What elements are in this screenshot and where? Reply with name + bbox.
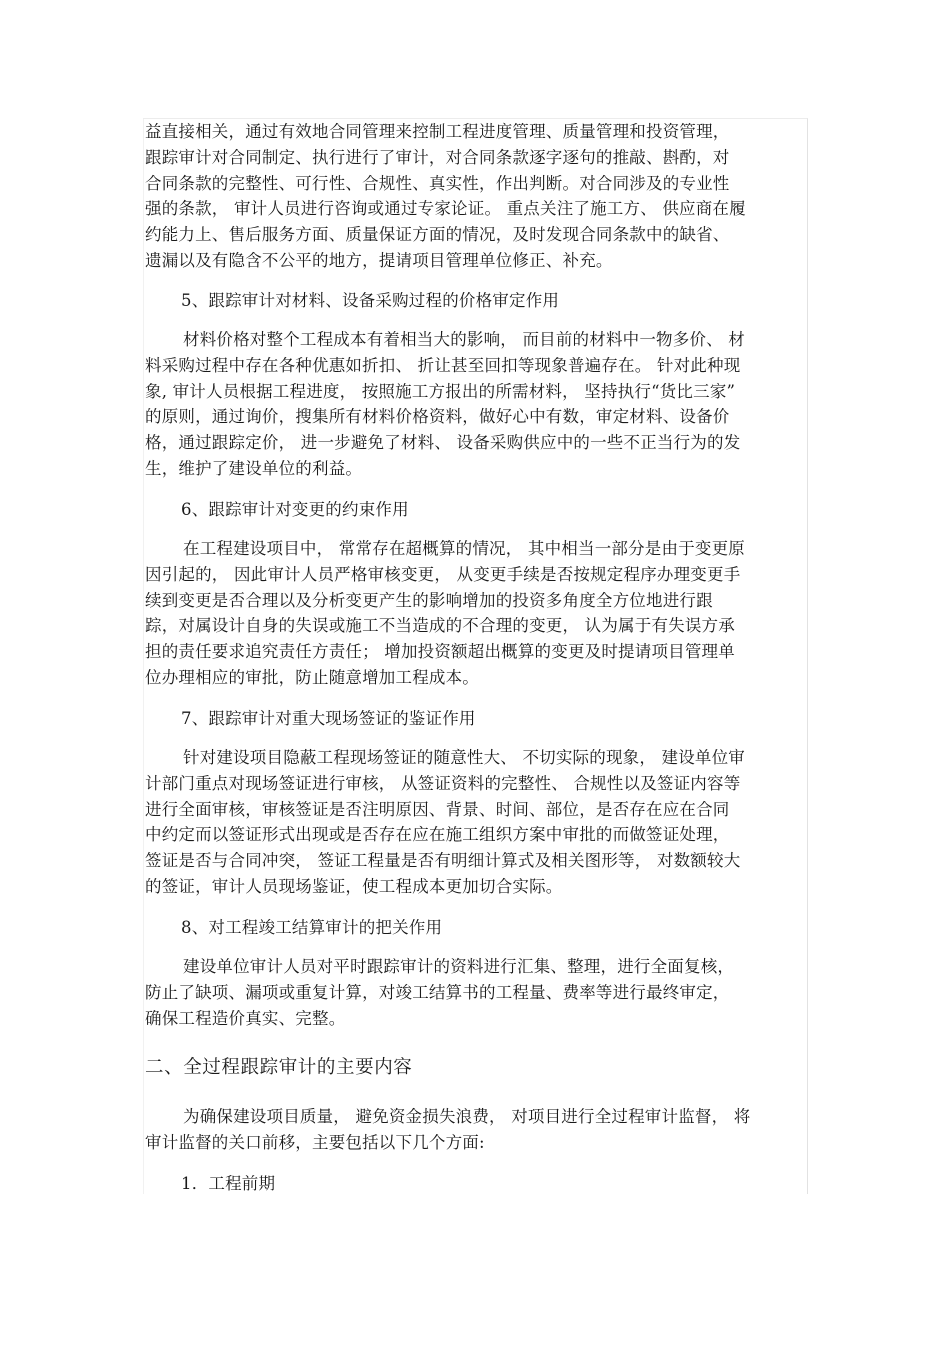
text-line: 签证是否与合同冲突， 签证工程量是否有明细计算式及相关图形等， 对数额较大 [145,851,741,871]
text-line: 的签证，审计人员现场鉴证，使工程成本更加切合实际。 [145,876,563,896]
text-line: 针对建设项目隐蔽工程现场签证的随意性大、 不切实际的现象， 建设单位审 [183,748,745,767]
text-line: 跟踪审计对合同制定、执行进行了审计，对合同条款逐字逐句的推敲、斟酌，对 [145,147,730,167]
text-line: 踪，对属设计自身的失误或施工不当造成的不合理的变更， 认为属于有失误方承 [145,616,735,636]
paragraph-main-content-intro [145,1104,805,1156]
text-line: 象, 审计人员根据工程进度， 按照施工方报出的所需材料， 坚持执行“货比三家” [145,381,736,401]
text-line: 进行全面审核，审核签证是否注明原因、背景、时间、部位，是否存在应在合同 [145,799,730,819]
text-line: 确保工程造价真实、完整。 [145,1008,346,1028]
heading-1-project-early-stage: 1．工程前期 [181,1174,276,1193]
document-page [143,118,808,1194]
text-line: 计部门重点对现场签证进行审核， 从签证资料的完整性、 合规性以及签证内容等 [145,773,741,793]
text-line: 遗漏以及有隐含不公平的地方，提请项目管理单位修正、补充。 [145,250,613,270]
text-line: 约能力上、售后服务方面、质量保证方面的情况，及时发现合同条款中的缺省、 [145,225,730,245]
section-heading-main-content: 二、全过程跟踪审计的主要内容 [145,1057,413,1078]
text-line: 益直接相关，通过有效地合同管理来控制工程进度管理、质量管理和投资管理， [145,122,730,141]
paragraph-change-constraint [145,536,805,691]
paragraph-material-price [145,327,805,482]
text-line: 续到变更是否合理以及分析变更产生的影响增加的投资多角度全方位地进行跟 [145,590,713,610]
text-line: 料采购过程中存在各种优惠如折扣、 折让甚至回扣等现象普遍存在。 针对此种现 [145,355,741,375]
text-line: 在工程建设项目中， 常常存在超概算的情况， 其中相当一部分是由于变更原 [183,539,745,558]
text-line: 强的条款， 审计人员进行咨询或通过专家论证。 重点关注了施工方、 供应商在履 [145,199,746,219]
text-line: 担的责任要求追究责任方责任； 增加投资额超出概算的变更及时提请项目管理单 [145,642,735,662]
text-line: 的原则，通过询价，搜集所有材料价格资料，做好心中有数，审定材料、设备价 [145,407,730,427]
heading-5-material-price: 5、跟踪审计对材料、设备采购过程的价格审定作用 [181,291,560,310]
heading-7-site-visa: 7、跟踪审计对重大现场签证的鉴证作用 [181,709,476,728]
heading-8-settlement-audit: 8、对工程竣工结算审计的把关作用 [181,918,443,937]
text-line: 防止了缺项、漏项或重复计算，对竣工结算书的工程量、费率等进行最终审定， [145,982,730,1002]
paragraph-site-visa [145,745,805,900]
text-line: 建设单位审计人员对平时跟踪审计的资料进行汇集、整理，进行全面复核， [183,957,735,976]
heading-6-change-constraint: 6、跟踪审计对变更的约束作用 [181,500,409,519]
text-line: 因引起的， 因此审计人员严格审核变更， 从变更手续是否按规定程序办理变更手 [145,564,741,584]
text-line: 位办理相应的审批，防止随意增加工程成本。 [145,667,479,687]
text-line: 格，通过跟踪定价， 进一步避免了材料、 设备采购供应中的一些不正当行为的发 [145,433,741,453]
text-line: 中约定而以签证形式出现或是否存在应在施工组织方案中审批的而做签证处理， [145,825,730,845]
text-line: 审计监督的关口前移，主要包括以下几个方面: [145,1132,485,1152]
text-line: 合同条款的完整性、可行性、合规性、真实性，作出判断。对合同涉及的专业性 [145,173,730,193]
text-line: 为确保建设项目质量， 避免资金损失浪费， 对项目进行全过程审计监督， 将 [183,1107,751,1126]
paragraph-settlement-audit [145,954,805,1031]
text-line: 生，维护了建设单位的利益。 [145,458,363,478]
paragraph-contract-audit [145,119,805,274]
text-line: 材料价格对整个工程成本有着相当大的影响， 而目前的材料中一物多价、 材 [183,330,745,349]
